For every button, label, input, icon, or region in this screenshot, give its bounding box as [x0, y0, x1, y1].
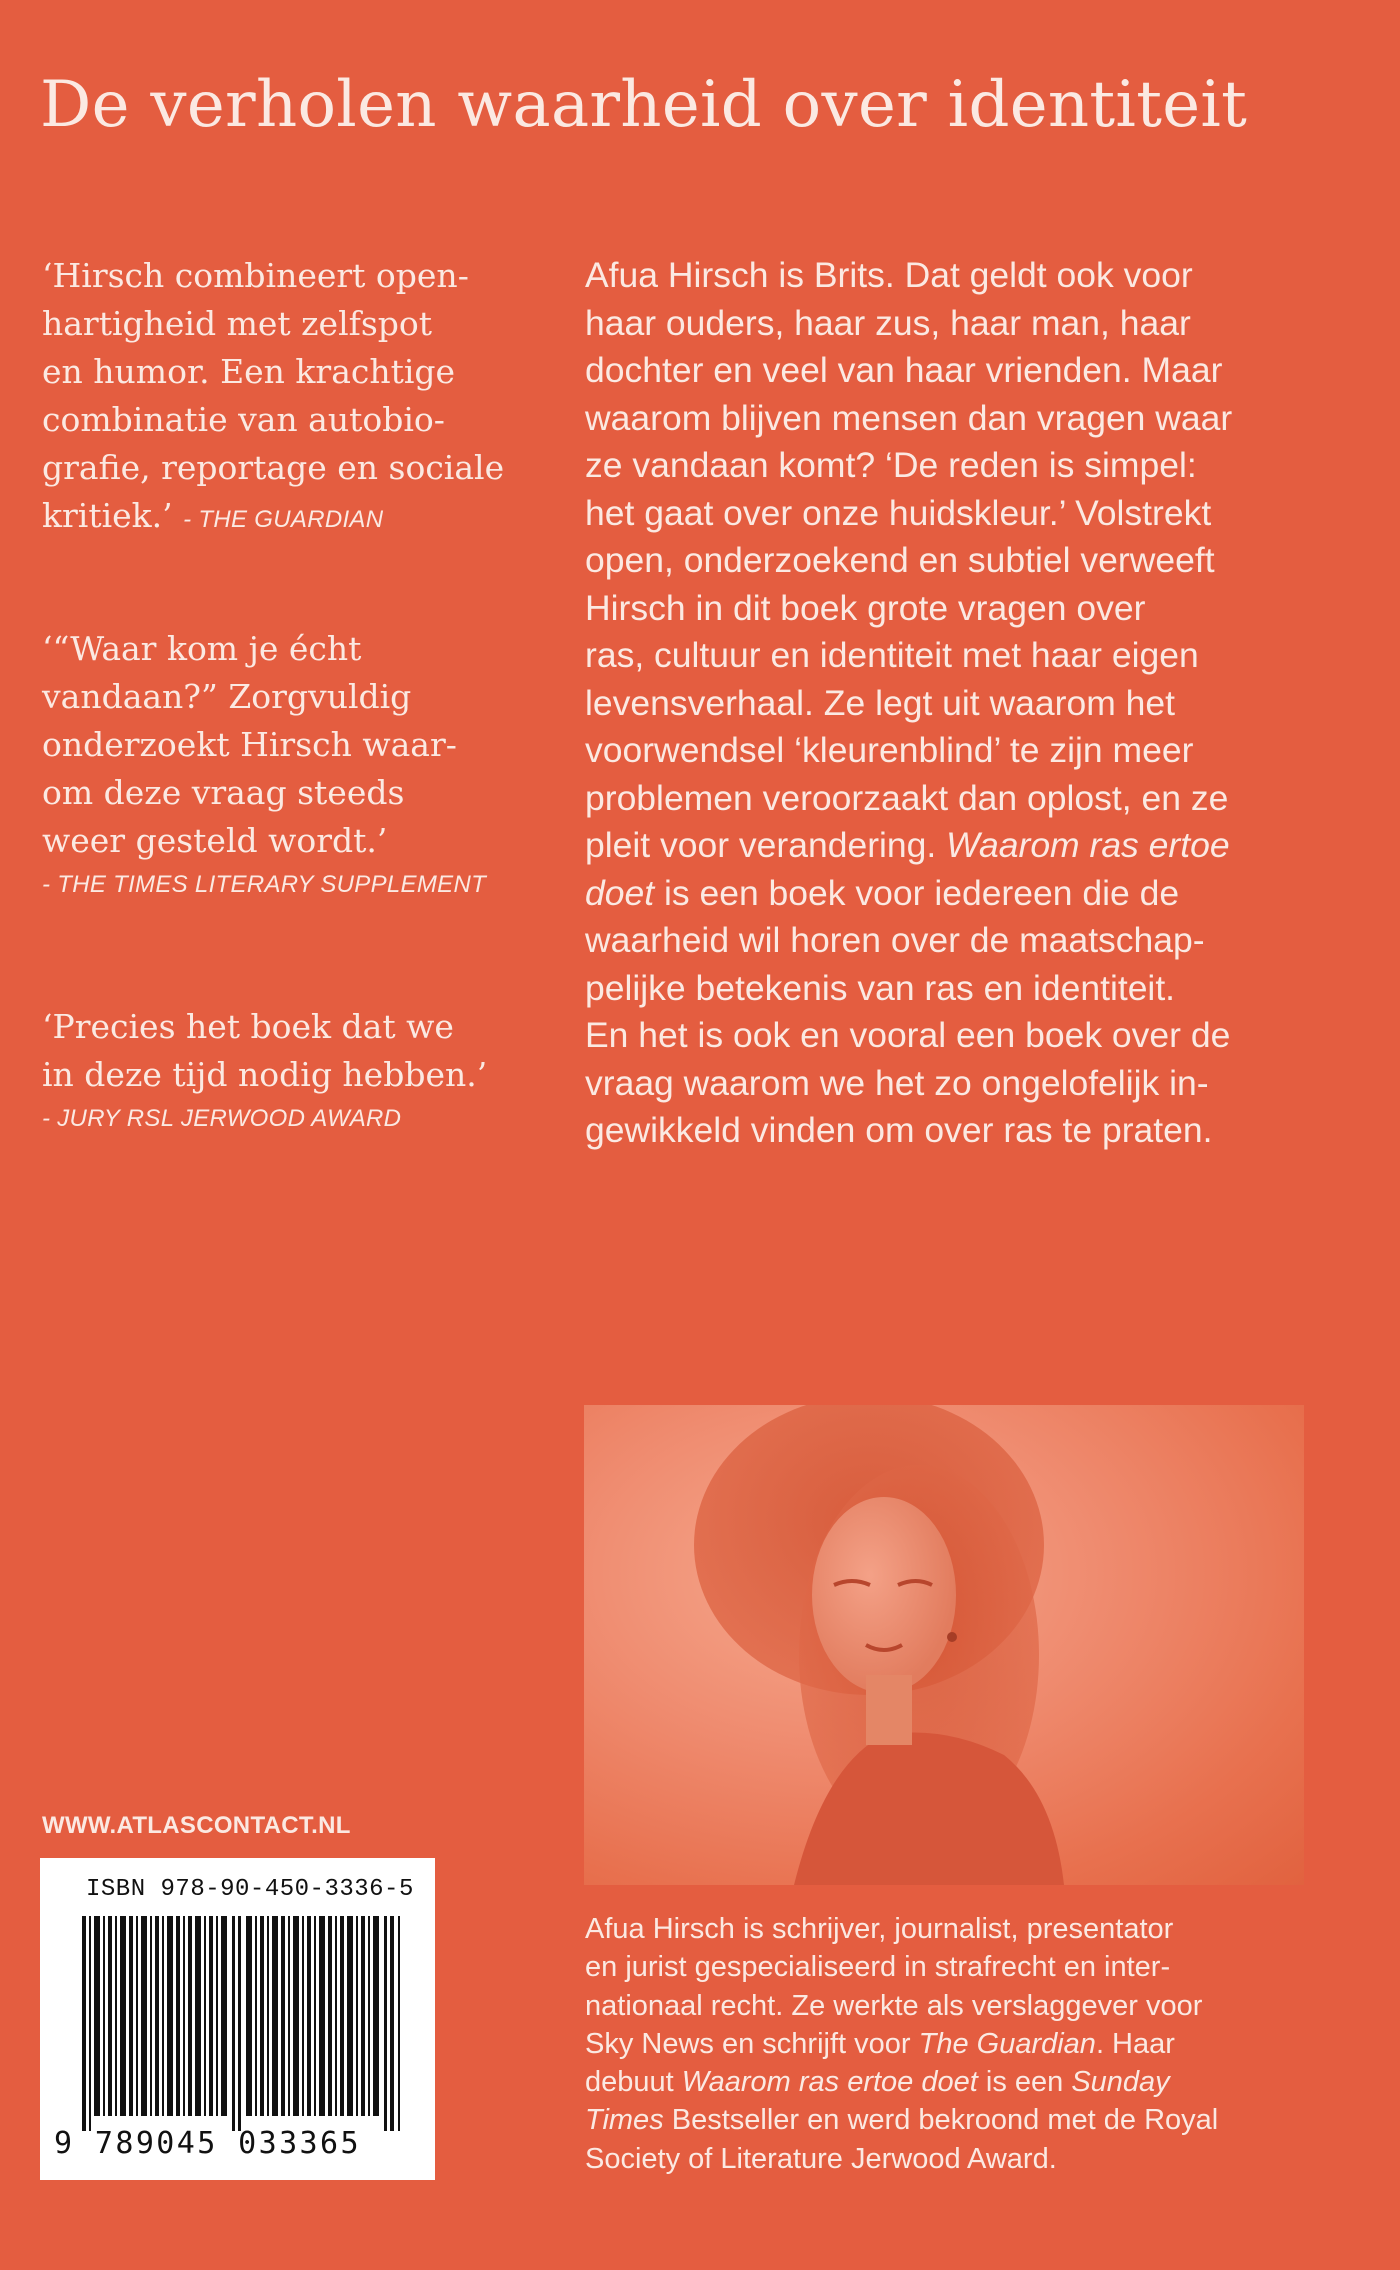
bio-text: Sky News en schrijft voor [585, 2027, 919, 2060]
blurb-text: pleit voor verandering. [585, 825, 937, 865]
quote-line: ‘Precies het boek dat we [42, 1007, 454, 1046]
bio-text: Bestseller en werd bekroond met de Royal [663, 2104, 1219, 2137]
review-quote-tls [42, 625, 512, 905]
quote-source: - THE TIMES LITERARY SUPPLEMENT [42, 871, 487, 898]
newspaper-title-italic: The Guardian [918, 2027, 1096, 2060]
bio-line: Afua Hirsch is schrijver, journalist, presentator [585, 1913, 1174, 1945]
blurb-line: vraag waarom we het zo ongelofelijk in- [585, 1062, 1209, 1103]
quote-line: ‘“Waar kom je écht [42, 629, 362, 668]
bio-line [585, 2063, 1315, 2101]
blurb-line: problemen veroorzaakt dan oplost, en ze [585, 777, 1229, 818]
isbn-label: ISBN 978-90-450-3336-5 [86, 1876, 414, 1903]
quote-line: grafie, reportage en sociale [42, 448, 505, 487]
bio-line: en jurist gespecialiseerd in strafrecht en inter- [585, 1951, 1171, 1984]
book-title-italic: Waarom ras ertoe doet [681, 2066, 978, 2099]
bio-text: . Haar [1095, 2027, 1175, 2060]
blurb-line: het gaat over onze huidskleur.’ Volstrekt [585, 492, 1212, 533]
barcode-digits: 9 789045 033365 [54, 2126, 361, 2161]
quote-line: ‘Hirsch combineert open- [42, 256, 469, 295]
bio-line: nationaal recht. Ze werkte als verslaggever voor [585, 1989, 1203, 2022]
blurb-line: ze vandaan komt? ‘De reden is simpel: [585, 445, 1197, 485]
blurb-line: levensverhaal. Ze legt uit waarom het [585, 682, 1175, 723]
blurb-line: haar ouders, haar zus, haar man, haar [585, 302, 1191, 343]
isbn-barcode [40, 1858, 435, 2180]
quote-source: - THE GUARDIAN [183, 506, 384, 533]
quote-source: - JURY RSL JERWOOD AWARD [42, 1105, 402, 1132]
blurb-line: dochter en veel van haar vrienden. Maar [585, 350, 1223, 390]
blurb-line: ras, cultuur en identiteit met haar eigen [585, 635, 1199, 675]
book-title-italic: Waarom ras ertoe [946, 825, 1230, 865]
publisher-website: WWW.ATLASCONTACT.NL [42, 1812, 351, 1839]
bio-line: Society of Literature Jerwood Award. [585, 2142, 1057, 2175]
blurb-line: waarheid wil horen over de maatschap- [585, 920, 1205, 960]
blurb-line: gewikkeld vinden om over ras te praten. [585, 1110, 1213, 1150]
newspaper-title-italic: Times [585, 2104, 664, 2137]
blurb-text: is een boek voor iedereen die de [654, 872, 1180, 913]
review-quote-guardian [42, 252, 512, 544]
barcode-bars [80, 1916, 410, 2131]
review-quote-jury [42, 1003, 512, 1139]
blurb-line: open, onderzoekend en subtiel verweeft [585, 540, 1215, 580]
blurb-line: En het is ook en vooral een boek over de [585, 1015, 1231, 1055]
bio-text: is een [977, 2066, 1072, 2099]
blurb-line: waarom blijven mensen dan vragen waar [585, 397, 1233, 438]
bio-text: debuut [585, 2066, 682, 2099]
quote-line: onderzoekt Hirsch waar- [42, 725, 457, 764]
headline: De verholen waarheid over identiteit [40, 68, 1248, 142]
blurb-line-with-title [585, 822, 1315, 870]
quote-line: kritiek.’ [42, 496, 173, 535]
blurb-line: Afua Hirsch is Brits. Dat geldt ook voor [585, 255, 1193, 295]
bio-line [585, 2025, 1315, 2063]
blurb-line: Hirsch in dit boek grote vragen over [585, 587, 1146, 628]
quote-line: om deze vraag steeds [42, 773, 405, 812]
quote-line: in deze tijd nodig hebben.’ [42, 1055, 488, 1094]
quote-line: combinatie van autobio- [42, 400, 445, 439]
blurb-line: voorwendsel ‘kleurenblind’ te zijn meer [585, 730, 1194, 770]
book-title-italic: doet [585, 872, 655, 913]
blurb-line: pelijke betekenis van ras en identiteit. [585, 967, 1176, 1008]
bio-line [585, 2101, 1315, 2139]
newspaper-title-italic: Sunday [1071, 2066, 1170, 2099]
book-blurb [585, 252, 1315, 1155]
blurb-line-with-title [585, 870, 1315, 918]
author-portrait-illustration [584, 1405, 1304, 1885]
quote-line: vandaan?” Zorgvuldig [42, 677, 412, 716]
quote-line: hartigheid met zelfspot [42, 304, 433, 343]
author-bio [585, 1910, 1315, 2178]
quote-line: weer gesteld wordt.’ [42, 821, 388, 860]
quote-line: en humor. Een krachtige [42, 352, 456, 391]
author-photo [584, 1405, 1304, 1885]
